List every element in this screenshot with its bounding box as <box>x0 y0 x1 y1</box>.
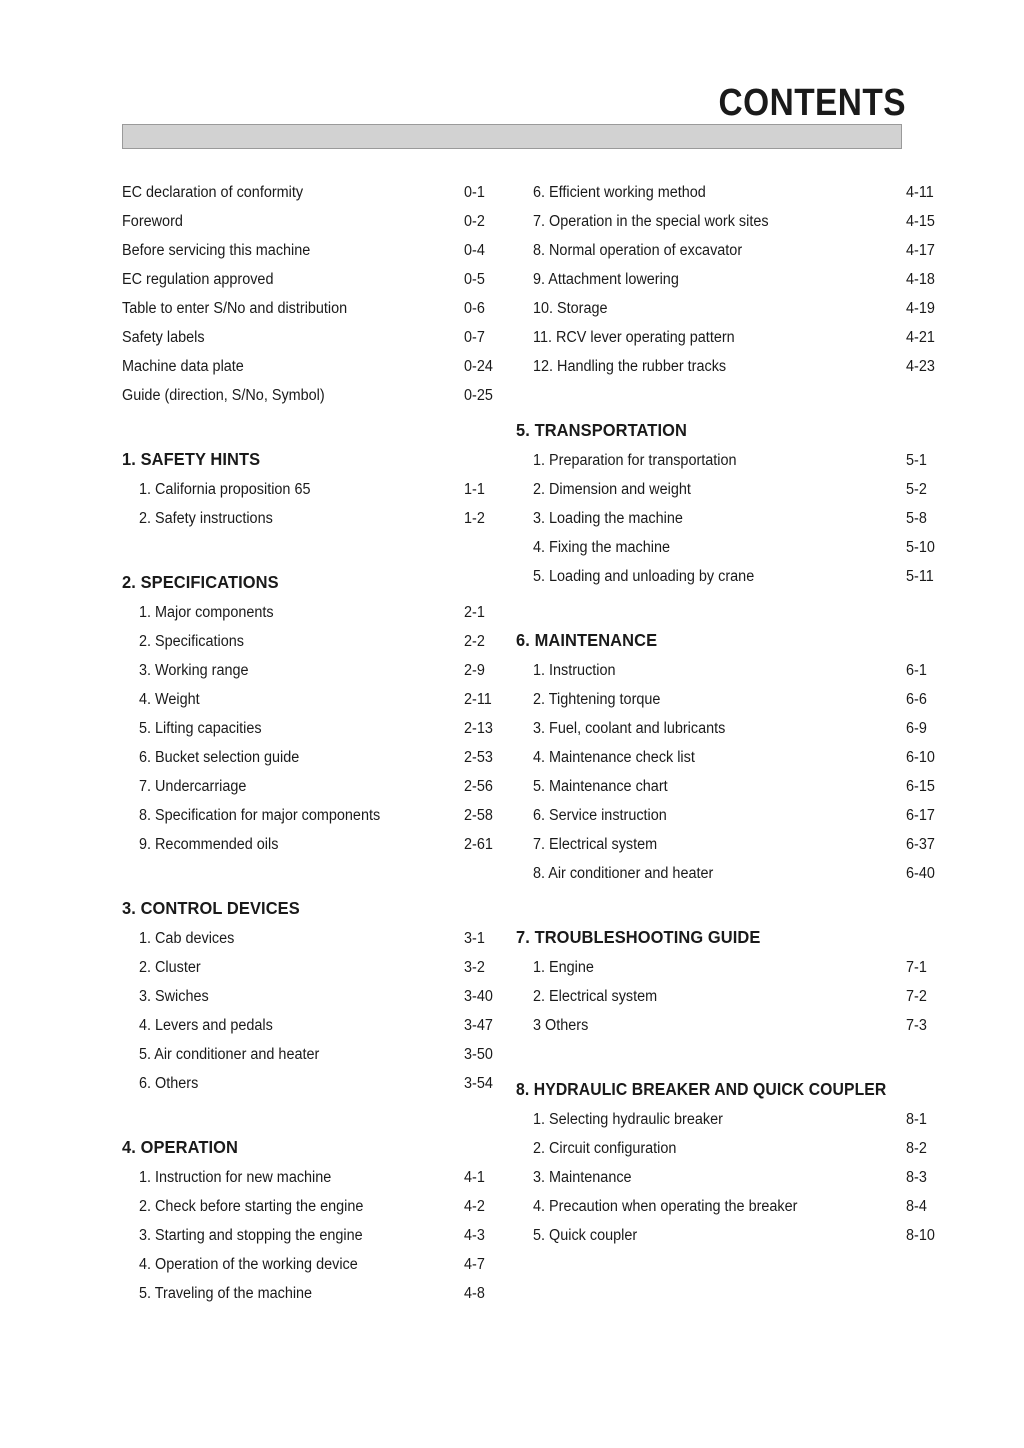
toc-entry-label: Foreword <box>122 213 183 230</box>
toc-entry-page-number: 6-6 <box>906 691 927 708</box>
toc-entry[interactable] <box>122 743 512 772</box>
toc-entry-label: EC regulation approved <box>122 271 274 288</box>
toc-entry-list <box>122 475 512 533</box>
toc-entry-label: 2. Specifications <box>139 633 244 650</box>
dot-leader-icon <box>821 1206 901 1207</box>
section-spacer <box>516 381 956 417</box>
toc-entry-label: 1. Instruction for new machine <box>139 1169 332 1186</box>
toc-entry-page-number: 0-2 <box>464 213 485 230</box>
section-spacer <box>516 888 956 924</box>
toc-entry-page-number: 6-15 <box>906 778 935 795</box>
toc-entry[interactable] <box>122 598 512 627</box>
dot-leader-icon <box>257 366 459 367</box>
toc-entry-page-number: 4-15 <box>906 213 935 230</box>
toc-section-heading: 8. HYDRAULIC BREAKER AND QUICK COUPLER <box>516 1079 887 1099</box>
dot-leader-icon <box>674 699 901 700</box>
toc-entry[interactable] <box>516 685 956 714</box>
toc-entry-page-number: 4-19 <box>906 300 935 317</box>
toc-entry-label: Machine data plate <box>122 358 244 375</box>
toc-entry[interactable] <box>516 1221 956 1250</box>
dot-leader-icon <box>723 192 901 193</box>
toc-entry-label: 11. RCV lever operating pattern <box>533 329 735 346</box>
toc-entry[interactable] <box>122 1011 512 1040</box>
toc-entry-page-number: 8-3 <box>906 1169 927 1186</box>
toc-entry[interactable] <box>122 1040 512 1069</box>
toc-entry-page-number: 0-7 <box>464 329 485 346</box>
toc-entry[interactable] <box>122 1279 512 1308</box>
dot-leader-icon <box>617 308 901 309</box>
dot-leader-icon <box>218 996 459 997</box>
toc-entry-label: EC declaration of conformity <box>122 184 304 201</box>
toc-entry-label: Table to enter S/No and distribution <box>122 300 348 317</box>
toc-entry-page-number: 6-40 <box>906 865 935 882</box>
toc-entry-label: 12. Handling the rubber tracks <box>533 358 727 375</box>
dot-leader-icon <box>327 489 459 490</box>
toc-entry-list <box>516 1105 956 1250</box>
toc-entry-label: 3. Fuel, coolant and lubricants <box>533 720 726 737</box>
dot-leader-icon <box>287 1025 459 1026</box>
toc-entry-label: 9. Recommended oils <box>139 836 279 853</box>
toc-entry-page-number: 0-5 <box>464 271 485 288</box>
toc-entry-label: 4. Fixing the machine <box>533 539 671 556</box>
dot-leader-icon <box>762 250 901 251</box>
dot-leader-icon <box>378 1264 459 1265</box>
dot-leader-icon <box>383 1235 459 1236</box>
toc-entry-label: 1. Selecting hydraulic breaker <box>533 1111 723 1128</box>
toc-entry[interactable] <box>516 743 956 772</box>
toc-entry-page-number: 3-47 <box>464 1017 493 1034</box>
dot-leader-icon <box>344 395 459 396</box>
toc-entry-label: 3. Swiches <box>139 988 209 1005</box>
toc-section-heading: 7. TROUBLESHOOTING GUIDE <box>516 927 761 947</box>
toc-entry-label: Before servicing this machine <box>122 242 311 259</box>
toc-entry[interactable] <box>122 207 512 236</box>
toc-entry-page-number: 3-1 <box>464 930 485 947</box>
header-rule-bar <box>122 124 902 149</box>
toc-entry-page-number: 0-24 <box>464 358 493 375</box>
toc-entry[interactable] <box>516 475 956 504</box>
toc-entry-page-number: 4-8 <box>464 1285 485 1302</box>
toc-entry-page-number: 4-3 <box>464 1227 485 1244</box>
toc-entry-label: 1. Engine <box>533 959 594 976</box>
toc-section-heading: 6. MAINTENANCE <box>516 630 658 650</box>
toc-entry[interactable] <box>122 714 512 743</box>
toc-entry[interactable] <box>122 504 512 533</box>
dot-leader-icon <box>191 221 459 222</box>
toc-entry-list <box>122 1163 512 1308</box>
toc-column-left <box>122 178 512 1308</box>
toc-entry-label: 1. California proposition 65 <box>139 481 311 498</box>
dot-leader-icon <box>256 641 459 642</box>
section-spacer <box>516 1040 956 1076</box>
toc-entry[interactable] <box>122 236 512 265</box>
toc-entry[interactable] <box>122 830 512 859</box>
page-title: CONTENTS <box>718 82 906 124</box>
toc-entry[interactable] <box>516 352 956 381</box>
toc-entry[interactable] <box>122 924 512 953</box>
toc-section-5-transportation <box>516 417 956 591</box>
dot-leader-icon <box>707 489 901 490</box>
toc-entry-page-number: 0-4 <box>464 242 485 259</box>
dot-leader-icon <box>402 815 459 816</box>
toc-entry-page-number: 2-11 <box>464 691 492 708</box>
toc-entry[interactable] <box>122 1069 512 1098</box>
toc-entry-label: 6. Efficient working method <box>533 184 706 201</box>
dot-leader-icon <box>209 967 459 968</box>
dot-leader-icon <box>337 1054 459 1055</box>
toc-entry[interactable] <box>516 1134 956 1163</box>
dot-leader-icon <box>287 518 459 519</box>
section-spacer <box>516 591 956 627</box>
toc-entry-page-number: 2-61 <box>464 836 493 853</box>
section-spacer <box>122 1098 512 1134</box>
toc-entry-label: Safety labels <box>122 329 205 346</box>
toc-entry[interactable] <box>122 294 512 323</box>
toc-entry-page-number: 7-1 <box>906 959 927 976</box>
toc-entry-page-number: 5-8 <box>906 510 927 527</box>
toc-entry[interactable] <box>122 265 512 294</box>
toc-entry[interactable] <box>516 714 956 743</box>
toc-entry-page-number: 5-2 <box>906 481 927 498</box>
dot-leader-icon <box>744 728 901 729</box>
toc-entry-label: Guide (direction, S/No, Symbol) <box>122 387 325 404</box>
toc-entry-list <box>516 656 956 888</box>
toc-entry-label: 3. Maintenance <box>533 1169 632 1186</box>
dot-leader-icon <box>775 576 901 577</box>
toc-entry-page-number: 5-10 <box>906 539 935 556</box>
toc-section-heading: 4. OPERATION <box>122 1137 239 1157</box>
toc-entry-list <box>516 446 956 591</box>
toc-entry-list <box>516 178 956 381</box>
toc-entry-label: 1. Cab devices <box>139 930 235 947</box>
toc-entry[interactable] <box>516 294 956 323</box>
toc-entry-page-number: 3-54 <box>464 1075 493 1092</box>
toc-entry-page-number: 0-6 <box>464 300 485 317</box>
dot-leader-icon <box>745 366 901 367</box>
dot-leader-icon <box>691 1148 901 1149</box>
toc-entry-label: 3 Others <box>533 1017 589 1034</box>
toc-entry-page-number: 5-1 <box>906 452 927 469</box>
toc-entry-page-number: 4-11 <box>906 184 934 201</box>
toc-entry-list <box>122 598 512 859</box>
toc-entry[interactable] <box>516 1105 956 1134</box>
toc-entry-page-number: 2-2 <box>464 633 485 650</box>
toc-entry-label: 5. Loading and unloading by crane <box>533 568 755 585</box>
section-spacer <box>122 533 512 569</box>
toc-entry-label: 1. Preparation for transportation <box>533 452 737 469</box>
toc-entry-label: 5. Traveling of the machine <box>139 1285 313 1302</box>
toc-entry[interactable] <box>122 801 512 830</box>
toc-entry[interactable] <box>516 265 956 294</box>
dot-leader-icon <box>328 250 459 251</box>
toc-entry-label: 6. Others <box>139 1075 199 1092</box>
toc-entry-list <box>516 953 956 1040</box>
toc-entry[interactable] <box>122 1250 512 1279</box>
dot-leader-icon <box>208 699 459 700</box>
toc-entry-page-number: 5-11 <box>906 568 934 585</box>
toc-section-4-operation <box>122 1134 512 1308</box>
dot-leader-icon <box>698 518 901 519</box>
toc-entry[interactable] <box>516 236 956 265</box>
toc-entry-label: 10. Storage <box>533 300 608 317</box>
toc-entry[interactable] <box>516 1192 956 1221</box>
toc-entry[interactable] <box>122 352 512 381</box>
page-header <box>0 0 1024 155</box>
toc-entry-label: 5. Lifting capacities <box>139 720 262 737</box>
dot-leader-icon <box>731 873 901 874</box>
dot-leader-icon <box>246 938 459 939</box>
toc-section-heading: 5. TRANSPORTATION <box>516 420 687 440</box>
toc-entry-page-number: 6-10 <box>906 749 935 766</box>
dot-leader-icon <box>711 757 901 758</box>
dot-leader-icon <box>741 1119 901 1120</box>
toc-entry[interactable] <box>516 178 956 207</box>
toc-entry-label: 8. Air conditioner and heater <box>533 865 714 882</box>
toc-entry-page-number: 2-53 <box>464 749 493 766</box>
toc-entry-label: 5. Maintenance chart <box>533 778 668 795</box>
dot-leader-icon <box>694 279 901 280</box>
toc-entry[interactable] <box>516 504 956 533</box>
toc-entry[interactable] <box>516 982 956 1011</box>
dot-leader-icon <box>643 1177 901 1178</box>
toc-section-1-safety-hints <box>122 446 512 533</box>
dot-leader-icon <box>684 547 901 548</box>
toc-entry[interactable] <box>516 323 956 352</box>
toc-entry[interactable] <box>122 982 512 1011</box>
dot-leader-icon <box>321 192 459 193</box>
dot-leader-icon <box>258 786 459 787</box>
section-spacer <box>122 859 512 895</box>
toc-entry[interactable] <box>122 627 512 656</box>
toc-entry[interactable] <box>516 830 956 859</box>
toc-entry-page-number: 6-1 <box>906 662 927 679</box>
dot-leader-icon <box>215 337 459 338</box>
dot-leader-icon <box>350 1177 459 1178</box>
toc-entry-page-number: 6-17 <box>906 807 935 824</box>
toc-entry[interactable] <box>516 446 956 475</box>
dot-leader-icon <box>384 1206 459 1207</box>
toc-entry-page-number: 1-2 <box>464 510 485 527</box>
toc-entry-label: 5. Quick coupler <box>533 1227 638 1244</box>
toc-entry[interactable] <box>122 178 512 207</box>
dot-leader-icon <box>671 844 901 845</box>
dot-leader-icon <box>207 1083 459 1084</box>
toc-entry-label: 4. Operation of the working device <box>139 1256 358 1273</box>
toc-entry-page-number: 8-10 <box>906 1227 935 1244</box>
toc-entry-list <box>122 924 512 1098</box>
toc-entry[interactable] <box>122 953 512 982</box>
toc-entry[interactable] <box>122 1221 512 1250</box>
dot-leader-icon <box>626 670 901 671</box>
toc-section-heading: 3. CONTROL DEVICES <box>122 898 300 918</box>
toc-entry-label: 2. Dimension and weight <box>533 481 691 498</box>
toc-entry[interactable] <box>516 1163 956 1192</box>
toc-entry[interactable] <box>122 656 512 685</box>
toc-entry-label: 4. Levers and pedals <box>139 1017 273 1034</box>
toc-entry-page-number: 2-56 <box>464 778 493 795</box>
toc-column-right <box>516 178 956 1250</box>
toc-entry-label: 3. Working range <box>139 662 249 679</box>
toc-entry-page-number: 4-1 <box>464 1169 485 1186</box>
toc-entry[interactable] <box>516 953 956 982</box>
toc-section-6-maintenance <box>516 627 956 888</box>
toc-entry-label: 4. Weight <box>139 691 200 708</box>
toc-entry-page-number: 0-25 <box>464 387 493 404</box>
toc-entry-page-number: 0-1 <box>464 184 485 201</box>
dot-leader-icon <box>682 786 901 787</box>
toc-entry[interactable] <box>122 475 512 504</box>
toc-entry-page-number: 7-3 <box>906 1017 927 1034</box>
toc-entry-label: 2. Check before starting the engine <box>139 1198 364 1215</box>
toc-section-7-troubleshooting-guide <box>516 924 956 1040</box>
toc-entry[interactable] <box>122 685 512 714</box>
toc-entry[interactable] <box>122 772 512 801</box>
toc-section-frontmatter <box>122 178 512 410</box>
dot-leader-icon <box>329 1293 459 1294</box>
toc-entry-page-number: 3-40 <box>464 988 493 1005</box>
toc-entry-page-number: 6-9 <box>906 720 927 737</box>
toc-section-heading: 1. SAFETY HINTS <box>122 449 261 469</box>
toc-entry-label: 5. Air conditioner and heater <box>139 1046 320 1063</box>
dot-leader-icon <box>681 815 901 816</box>
toc-section-8-hydraulic-breaker-and-quick-coupler <box>516 1076 956 1250</box>
toc-entry[interactable] <box>122 323 512 352</box>
dot-leader-icon <box>293 844 459 845</box>
toc-entry-list <box>122 178 512 410</box>
toc-entry-page-number: 4-18 <box>906 271 935 288</box>
toc-entry-label: 4. Precaution when operating the breaker <box>533 1198 798 1215</box>
toc-entry-label: 7. Undercarriage <box>139 778 247 795</box>
toc-entry-page-number: 4-7 <box>464 1256 485 1273</box>
dot-leader-icon <box>596 1025 901 1026</box>
toc-entry-page-number: 6-37 <box>906 836 935 853</box>
toc-entry-label: 3. Loading the machine <box>533 510 683 527</box>
dot-leader-icon <box>790 221 901 222</box>
toc-entry[interactable] <box>516 562 956 591</box>
toc-entry-page-number: 4-2 <box>464 1198 485 1215</box>
toc-entry-label: 7. Operation in the special work sites <box>533 213 769 230</box>
toc-entry-label: 6. Service instruction <box>533 807 667 824</box>
dot-leader-icon <box>275 728 459 729</box>
toc-entry-page-number: 1-1 <box>464 481 485 498</box>
toc-entry[interactable] <box>122 381 512 410</box>
dot-leader-icon <box>315 757 459 758</box>
dot-leader-icon <box>368 308 459 309</box>
toc-entry-page-number: 2-1 <box>464 604 485 621</box>
toc-entry-label: 2. Safety instructions <box>139 510 273 527</box>
toc-entry-label: 7. Electrical system <box>533 836 658 853</box>
toc-entry[interactable] <box>516 859 956 888</box>
toc-entry-label: 2. Tightening torque <box>533 691 661 708</box>
toc-entry[interactable] <box>516 772 956 801</box>
toc-entry-label: 2. Electrical system <box>533 988 658 1005</box>
toc-entry-page-number: 4-17 <box>906 242 935 259</box>
toc-entry[interactable] <box>516 801 956 830</box>
section-spacer <box>122 410 512 446</box>
dot-leader-icon <box>756 460 901 461</box>
toc-entry[interactable] <box>516 656 956 685</box>
toc-entry[interactable] <box>516 1011 956 1040</box>
toc-entry[interactable] <box>122 1192 512 1221</box>
dot-leader-icon <box>649 1235 901 1236</box>
toc-entry-page-number: 3-2 <box>464 959 485 976</box>
dot-leader-icon <box>289 279 459 280</box>
toc-entry-page-number: 2-58 <box>464 807 493 824</box>
toc-entry-label: 6. Bucket selection guide <box>139 749 300 766</box>
toc-entry-page-number: 3-50 <box>464 1046 493 1063</box>
toc-entry-label: 1. Major components <box>139 604 274 621</box>
toc-entry-label: 4. Maintenance check list <box>533 749 695 766</box>
dot-leader-icon <box>261 670 459 671</box>
toc-entry-label: 1. Instruction <box>533 662 616 679</box>
toc-entry-page-number: 8-2 <box>906 1140 927 1157</box>
toc-entry-label: 8. Normal operation of excavator <box>533 242 743 259</box>
dot-leader-icon <box>671 996 901 997</box>
toc-entry-page-number: 2-13 <box>464 720 493 737</box>
toc-section-3-control-devices <box>122 895 512 1098</box>
toc-entry-page-number: 8-1 <box>906 1111 927 1128</box>
toc-entry-label: 8. Specification for major components <box>139 807 381 824</box>
toc-entry-label: 9. Attachment lowering <box>533 271 679 288</box>
toc-entry-page-number: 4-23 <box>906 358 935 375</box>
toc-entry-label: 2. Cluster <box>139 959 201 976</box>
toc-entry-page-number: 2-9 <box>464 662 485 679</box>
toc-entry-label: 3. Starting and stopping the engine <box>139 1227 363 1244</box>
dot-leader-icon <box>288 612 459 613</box>
toc-section-frontmatter <box>516 178 956 381</box>
toc-section-2-specifications <box>122 569 512 859</box>
toc-entry-page-number: 7-2 <box>906 988 927 1005</box>
dot-leader-icon <box>603 967 902 968</box>
toc-entry-label: 2. Circuit configuration <box>533 1140 677 1157</box>
dot-leader-icon <box>754 337 901 338</box>
toc-section-heading: 2. SPECIFICATIONS <box>122 572 279 592</box>
toc-entry[interactable] <box>516 207 956 236</box>
toc-entry[interactable] <box>516 533 956 562</box>
toc-entry-page-number: 4-21 <box>906 329 935 346</box>
toc-entry[interactable] <box>122 1163 512 1192</box>
toc-entry-page-number: 8-4 <box>906 1198 927 1215</box>
